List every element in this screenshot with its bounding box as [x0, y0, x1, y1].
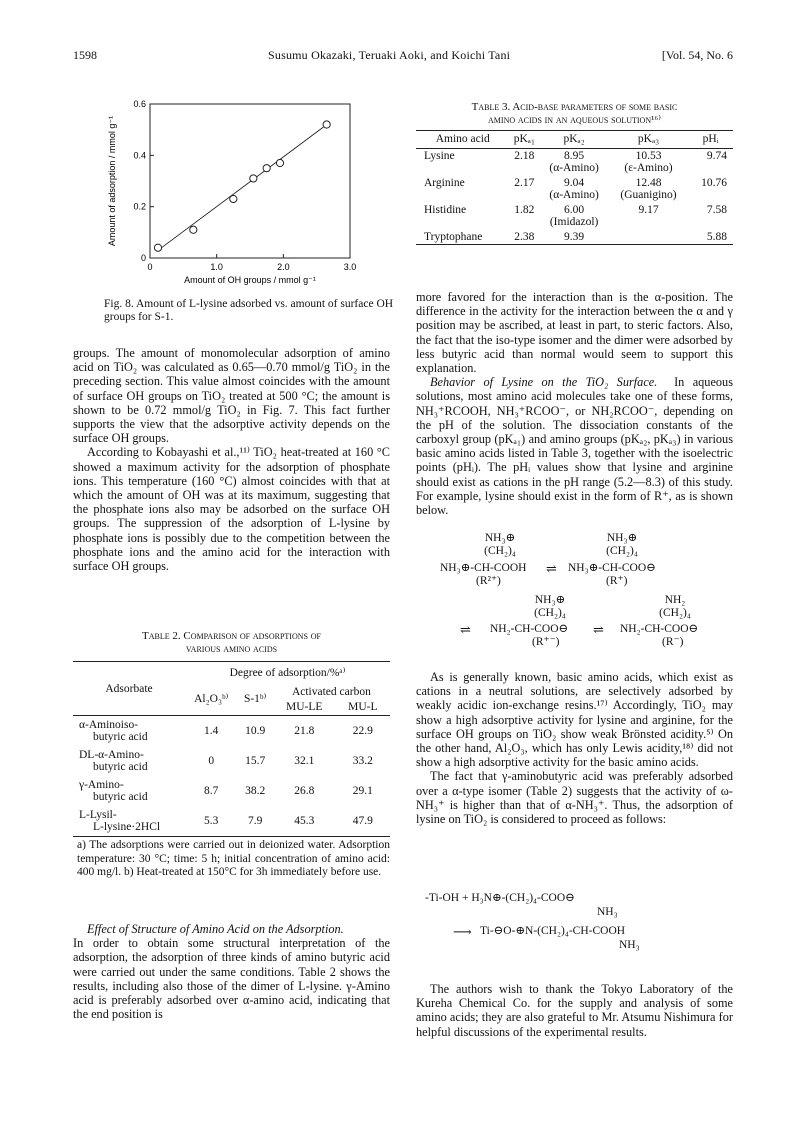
- table-cell: 26.8: [294, 785, 315, 797]
- y-tick-label: 0: [140, 253, 146, 263]
- structure-r2plus: [470, 532, 530, 558]
- plot-frame: [150, 104, 350, 258]
- rzwitter-formula: NH₂-CH-COO⊖: [490, 623, 569, 635]
- table-cell: 6.00 (Imidazol): [549, 203, 599, 228]
- table-row: [73, 806, 390, 837]
- figure-8-plot: [105, 98, 370, 296]
- table-cell: 8.7: [204, 785, 219, 797]
- table-cell: 2.38: [514, 230, 535, 243]
- right-column-upper: [416, 290, 733, 517]
- product: Ti-⊖O-⊕N-(CH₂)₄-CH-COOH: [480, 925, 626, 937]
- paragraph: The authors wish to thank the Tokyo Laboratory of the Kureha Chemical Co. for the supply and analysis of some amino acids; they are also grateful to Mr. Atsumu Nishimura for helpful discussions of the experimental results.: [416, 982, 733, 1039]
- y-tick-label: 0.6: [133, 99, 146, 109]
- volume: [Vol. 54, No. 6: [661, 48, 733, 62]
- rminus-label: (R⁻): [662, 636, 684, 648]
- table-cell: [609, 230, 688, 245]
- rplus-label: (R⁺): [606, 575, 628, 587]
- equilibrium-arrow: ⇌: [546, 561, 557, 576]
- table-3: [416, 101, 733, 245]
- structure-rplus: [592, 532, 652, 558]
- paragraph: In order to obtain some structural interpretation of the adsorption, the adsorption of three kinds of amino butyric acid were carried out under the same conditions. Table 2 shows the results, including also those of the dimer of L-lysine. γ-Amino acid is preferably adsorbed over α-amino acid, indicating that the end position is: [73, 936, 390, 1022]
- table-cell: 29.1: [352, 785, 373, 797]
- table-cell: 45.3: [294, 815, 315, 827]
- table-3-title: [416, 101, 733, 127]
- equilibrium-arrow: ⇌: [460, 622, 471, 637]
- table-cell: Histidine: [424, 203, 467, 216]
- subsection-heading: Behavior of Lysine on the TiO₂ Surface.: [430, 375, 658, 390]
- paragraph: more favored for the interaction than is the α-position. The difference in the activity for the interaction between the α and γ position may be ascribed, at least in part, to steric factors. Also, the fact that the iso-type isomer and the dimer were adsorbed by less butyric acid than normal would seem to support this explanation.: [416, 290, 733, 376]
- figure-8-caption: Fig. 8. Amount of L-lysine adsorbed vs. amount of surface OH groups for S-1.: [104, 298, 394, 323]
- x-tick-label: 0: [147, 262, 153, 272]
- table-row: [416, 203, 733, 230]
- chain: (CH₂)₄: [534, 607, 566, 619]
- table-cell: 47.9: [352, 815, 373, 827]
- table-header: Adsorbate: [105, 682, 153, 695]
- adsorbate-name: DL-α-Amino- butyric acid: [79, 749, 148, 773]
- fit-line: [158, 127, 323, 250]
- table-cell: 1.82: [514, 203, 535, 216]
- table-header: S-1ᵇ⁾: [243, 692, 267, 705]
- paragraph: groups. The amount of monomolecular adsorption of amino acid on TiO₂ was calculated as 0.65—0.70 mmol/g TiO₂ in the preceding section. This value almost coincides with the amount of surface OH groups on TiO₂ treated at 500 °C; the amount is shown to be 0.72 mmol/g TiO₂ in Fig. 7. This fact further supports the view that the adsorptive activity depends on the surface OH groups.: [73, 346, 390, 446]
- nh3-group: NH₃: [619, 939, 640, 951]
- table-cell: 9.17: [638, 203, 659, 216]
- table-3-grid: [416, 130, 733, 245]
- adsorbate-name: γ-Amino- butyric acid: [79, 779, 148, 803]
- table-cell: 1.4: [204, 725, 219, 737]
- data-point: [276, 159, 283, 166]
- reactants: -Ti-OH + H₃N⊕-(CH₂)₄-COO⊖: [425, 892, 575, 904]
- paragraph-text: In aqueous solutions, most amino acid molecules take one of these forms, NH₃⁺RCOOH, NH₃⁺RCOO⁻, or NH₂RCOO⁻, depending on the pH of the solution. The dissociation constants of the carboxyl group (pKₐ₁) and amino groups (pKₐ₂, pKₐ₃) in various basic amino acids listed in Table 3, together with the isoelectric points (pHᵢ). The pHᵢ values show that lysine and arginine should exist as cations in the pH range (5.2—8.3) of this study. For example, lysine should exist in the form of R⁺, as is shown below.: [416, 375, 733, 518]
- paragraph: The fact that γ-aminobutyric acid was preferably adsorbed over a α-type isomer (Table 2) suggests that the activity of ω-NH₃⁺ is higher than that of α-NH₃⁺. Thus, the adsorption of lysine on TiO₂ is considered to proceed as follows:: [416, 769, 733, 827]
- table-row: [416, 230, 733, 245]
- table-cell: 0: [208, 755, 215, 767]
- table-3-title-line: Table 3. Acid-base parameters of some basic: [471, 101, 678, 113]
- chain: (CH₂)₄: [484, 545, 516, 557]
- chain: (CH₂)₄: [606, 545, 638, 557]
- nh3-group: NH₃⊕: [484, 532, 516, 544]
- table-cell: 38.2: [245, 785, 266, 797]
- rplus-formula: NH₃⊕-CH-COO⊖: [568, 562, 656, 574]
- adsorbate-name: α-Aminoiso- butyric acid: [79, 719, 148, 743]
- rzwitter-label: (R⁺⁻): [532, 636, 560, 648]
- table-row: [73, 776, 390, 806]
- table-cell: 7.58: [706, 203, 727, 216]
- page-number: 1598: [73, 48, 97, 62]
- chain: (CH₂)₄: [659, 607, 691, 619]
- table-row: [416, 148, 733, 176]
- nh3-group: NH₃⊕: [606, 532, 638, 544]
- table-cell: 21.8: [294, 725, 315, 737]
- table-row: [73, 746, 390, 776]
- authors: Susumu Okazaki, Teruaki Aoki, and Koichi Tani: [268, 48, 511, 62]
- table-cell: 10.76: [701, 176, 727, 189]
- data-point: [230, 195, 237, 202]
- table-2: [73, 630, 390, 880]
- table-2-footnote: a) The adsorptions were carried out in deionized water. Adsorption temperature: 30 °C; time: 5 h; initial concentration of amino acid: 400 mg/l. b) Heat-treated at 150°C for 3h immediately before use.: [77, 839, 390, 878]
- section-heading: Effect of Structure of Amino Acid on the Adsorption.: [87, 922, 344, 936]
- table-cell: 10.9: [245, 725, 266, 737]
- table-cell: 9.39: [564, 230, 585, 243]
- nh2-group: NH₂: [664, 594, 686, 606]
- left-column-lower: [73, 922, 390, 1021]
- table-cell: Arginine: [424, 176, 465, 189]
- y-axis-label: Amount of adsorption / mmol g⁻¹: [107, 115, 117, 247]
- x-tick-label: 3.0: [343, 262, 357, 272]
- table-row: [73, 716, 390, 747]
- reaction-arrow: ⟶: [453, 924, 472, 939]
- table-cell: 2.18: [514, 149, 535, 162]
- lysine-ionization-scheme: [440, 532, 730, 657]
- table-cell: 5.3: [204, 815, 219, 827]
- table-cell: 2.17: [514, 176, 535, 189]
- table-3-title-line: amino acids in an aqueous solution¹⁶⁾: [488, 114, 661, 126]
- nh3-group: NH₃⊕: [534, 594, 566, 606]
- table-header: pHᵢ: [702, 133, 719, 145]
- table-row: [416, 176, 733, 203]
- structure-rzwitter: [520, 594, 580, 620]
- paragraph: As is generally known, basic amino acids, which exist as cations in a neutral solutions, are selectively adsorbed by weakly acidic ion-exchange resins.¹⁷⁾ Accordingly, TiO₂ may show a high adsorptive activity for lysine and arginine, for the surface OH groups on TiO₂ show weak Brönsted acidity.⁵⁾ On the other hand, Al₂O₃, which has only Lewis acidity,¹⁸⁾ did not show a high adsorptive activity for the basic amino acids.: [416, 670, 733, 770]
- x-tick-label: 1.0: [210, 262, 223, 272]
- data-point: [250, 175, 257, 182]
- table-cell: 10.53 (ε-Amino): [624, 149, 673, 174]
- paragraph: According to Kobayashi et al.,¹¹⁾ TiO₂ heat-treated at 160 °C showed a maximum activity for the adsorption of phosphate ions. This temperature (160 °C) almost coincides with that at which the amount of OH was at its maximum, suggesting that the phosphate ions also may be adsorbed on the surface OH groups. The suppression of the adsorption of L-lysine by phosphate ions is possibly due to the competition between the phosphate ions and the amino acid for the interaction with surface OH groups.: [73, 445, 390, 574]
- table-cell: 5.88: [706, 230, 727, 243]
- table-2-title-line: various amino acids: [185, 643, 278, 655]
- table-cell: 9.04 (α-Amino): [549, 176, 599, 201]
- table-2-title: [73, 630, 390, 656]
- table-cell: Lysine: [424, 149, 455, 162]
- y-tick-label: 0.4: [133, 150, 146, 161]
- data-point: [154, 244, 161, 251]
- table-header: Al₂O₃ᵇ⁾: [194, 692, 229, 705]
- table-header: pKₐ₂: [563, 133, 585, 145]
- table-cell: 9.74: [706, 149, 727, 162]
- table-cell: 32.1: [294, 755, 315, 767]
- table-2-title-line: Table 2. Comparison of adsorptions of: [142, 630, 321, 642]
- table-header: Activated carbon: [291, 686, 371, 698]
- table-cell: 7.9: [247, 815, 263, 827]
- data-point: [190, 226, 197, 233]
- left-column-upper: [73, 346, 390, 573]
- nh3-group: NH₃: [597, 906, 618, 918]
- x-axis-label: Amount of OH groups / mmol g⁻¹: [184, 275, 316, 285]
- x-tick-label: 2.0: [277, 262, 290, 272]
- figure-8: [105, 98, 370, 301]
- data-point: [323, 121, 330, 128]
- table-header: pKₐ₁: [513, 133, 535, 145]
- table-cell: 15.7: [245, 755, 266, 767]
- table-cell: 33.2: [352, 755, 373, 767]
- table-header: Amino acid: [435, 133, 490, 145]
- table-header: Degree of adsorption/%ᵃ⁾: [229, 667, 346, 679]
- table-2-grid: [73, 661, 390, 837]
- structure-rminus: [645, 594, 705, 620]
- table-cell: 22.9: [352, 725, 373, 737]
- paragraph: [416, 375, 733, 517]
- adsorption-scheme: [425, 892, 725, 962]
- acknowledgment: [416, 982, 733, 1039]
- equilibrium-arrow: ⇌: [593, 622, 604, 637]
- table-cell: 12.48 (Guanigino): [620, 176, 677, 201]
- table-cell: Tryptophane: [424, 230, 483, 243]
- table-cell: 8.95 (α-Amino): [549, 149, 599, 174]
- adsorbate-name: L-Lysil- L-lysine·2HCl: [79, 809, 161, 833]
- y-tick-label: 0.2: [133, 201, 146, 212]
- table-header: MU-L: [348, 701, 378, 713]
- table-header: pKₐ₃: [637, 133, 660, 145]
- r2plus-label: (R²⁺): [476, 575, 501, 587]
- data-point: [263, 165, 270, 172]
- right-column-middle: [416, 670, 733, 826]
- r2plus-formula: NH₃⊕-CH-COOH: [440, 562, 527, 574]
- table-header: MU-LE: [286, 701, 323, 713]
- rminus-formula: NH₂-CH-COO⊖: [620, 623, 699, 635]
